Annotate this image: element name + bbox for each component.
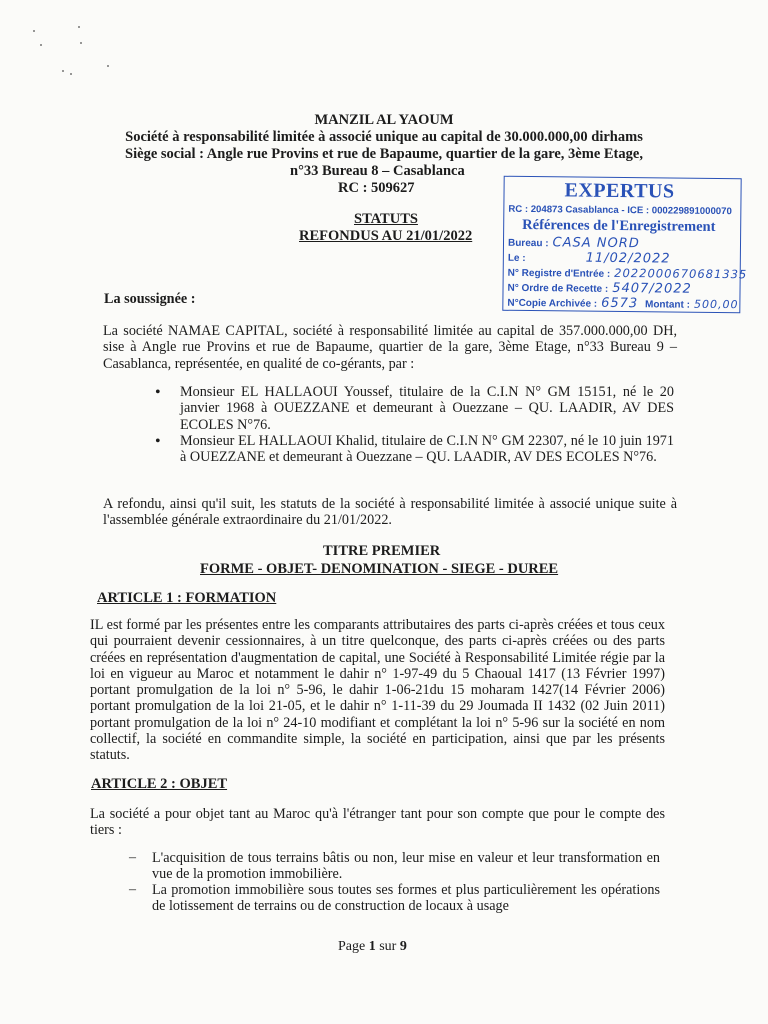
registered-office: Siège social : Angle rue Provins et rue de Bapaume, quartier de la gare, 3ème Etage, — [125, 146, 643, 162]
company-name: MANZIL AL YAOUM — [314, 112, 454, 128]
scan-speck — [78, 26, 80, 28]
objet-item-2: La promotion immobilière sous toutes ses formes et plus particulièrement les opérations de lotissement de terrains ou de construction de locaux à usage — [152, 882, 660, 915]
dash-icon: – — [129, 850, 136, 865]
intro-paragraph: La société NAMAE CAPITAL, société à responsabilité limitée au capital de 357.000.000,00 DH, sise à Angle rue Provins et rue de Bapaume, quartier de la gare, 3ème Etage, n°33 Bureau 9 – Casablanca, représentée, en qualité de co-gérants, par : — [103, 323, 677, 372]
bullet-icon: • — [155, 384, 161, 401]
stamp-row-date: Le : 11/02/2022 — [507, 250, 671, 267]
registered-office-office: n°33 Bureau 8 – Casablanca — [290, 163, 465, 179]
article-2-heading: ARTICLE 2 : OBJET — [91, 776, 228, 792]
statuts-title: STATUTS — [354, 211, 418, 227]
company-legal-form: Société à responsabilité limitée à associé unique au capital de 30.000.000,00 dirhams — [125, 129, 643, 145]
article-2-text: La société a pour objet tant au Maroc qu'à l'étranger tant pour son compte que pour le compte des tiers : — [90, 806, 665, 839]
scan-speck — [70, 73, 72, 75]
scan-speck — [107, 65, 109, 67]
bullet-icon: • — [155, 433, 161, 450]
co-gerant-2: Monsieur EL HALLAOUI Khalid, titulaire de C.I.N N° GM 22307, né le 10 juin 1971 à OUEZZANE et demeurant à Ouezzane – QU. LAADIR, AV DES ECOLES N°76. — [180, 433, 674, 466]
dash-icon: – — [129, 882, 136, 897]
scan-speck — [40, 44, 42, 46]
stamp-title: EXPERTUS — [564, 179, 675, 203]
stamp-row-bureau: Bureau : CASA NORD — [507, 235, 640, 252]
stamp-heading: Références de l'Enregistrement — [522, 216, 716, 235]
stamp-rc: RC : 204873 Casablanca - ICE : 000229891000070 — [508, 203, 732, 218]
page-number: Page 1 sur 9 — [338, 939, 407, 954]
registration-stamp — [502, 176, 748, 313]
rc-number: RC : 509627 — [338, 180, 415, 196]
scan-speck — [62, 70, 64, 72]
stamp-row-ordre: N° Ordre de Recette : 5407/2022 — [507, 280, 692, 297]
refondus-title: REFONDUS AU 21/01/2022 — [299, 228, 473, 244]
titre-premier-subtitle: FORME - OBJET- DENOMINATION - SIEGE - DUREE — [200, 561, 559, 577]
refondu-paragraph: A refondu, ainsi qu'il suit, les statuts de la société à responsabilité limitée à associé unique suite à l'assemblée générale extraordinaire du 21/01/2022. — [103, 496, 677, 529]
soussignee-label: La soussignée : — [104, 291, 196, 307]
article-1-heading: ARTICLE 1 : FORMATION — [97, 590, 277, 606]
article-1-text: IL est formé par les présentes entre les comparants attributaires des parts ci-après créées et tous ceux qui pourraient devenir cessionnaires, à un titre quelconque, des parts ci-après créées ou des parts créées en représentation d'augmentation de capital, une Société à Responsabilité Limitée régie par la loi en vigueur au Maroc et notamment le dahir n° 1-97-49 du 5 Chaoual 1417 (13 Février 1997) portant promulgation de la loi n° 5-96, le dahir 1-06-21du 15 moharam 1427(14 Février 2006) portant promulgation de la loi 21-05, et le dahir n° 1-11-39 du 29 Joumada II 1432 (02 Juin 2011) portant promulgation de la loi n° 24-10 modifiant et complétant la loi n° 5-96 sur la société en nom collectif, la société en commandite simple, la société en participation, ainsi que par les présents statuts. — [90, 617, 665, 764]
stamp-row-copie: N°Copie Archivée : 6573 Montant : 500,00 — [507, 295, 739, 312]
titre-premier: TITRE PREMIER — [323, 543, 441, 559]
co-gerant-1: Monsieur EL HALLAOUI Youssef, titulaire de la C.I.N N° GM 15151, né le 20 janvier 1968 à OUEZZANE et demeurant à Ouezzane – QU. LAADIR, AV DES ECOLES N°76. — [180, 384, 674, 433]
scan-speck — [80, 42, 82, 44]
scan-speck — [33, 30, 35, 32]
objet-item-1: L'acquisition de tous terrains bâtis ou non, leur mise en valeur et leur transformation en vue de la promotion immobilière. — [152, 850, 660, 883]
stamp-row-registre: N° Registre d'Entrée : 2022000670681335 — [507, 265, 748, 282]
